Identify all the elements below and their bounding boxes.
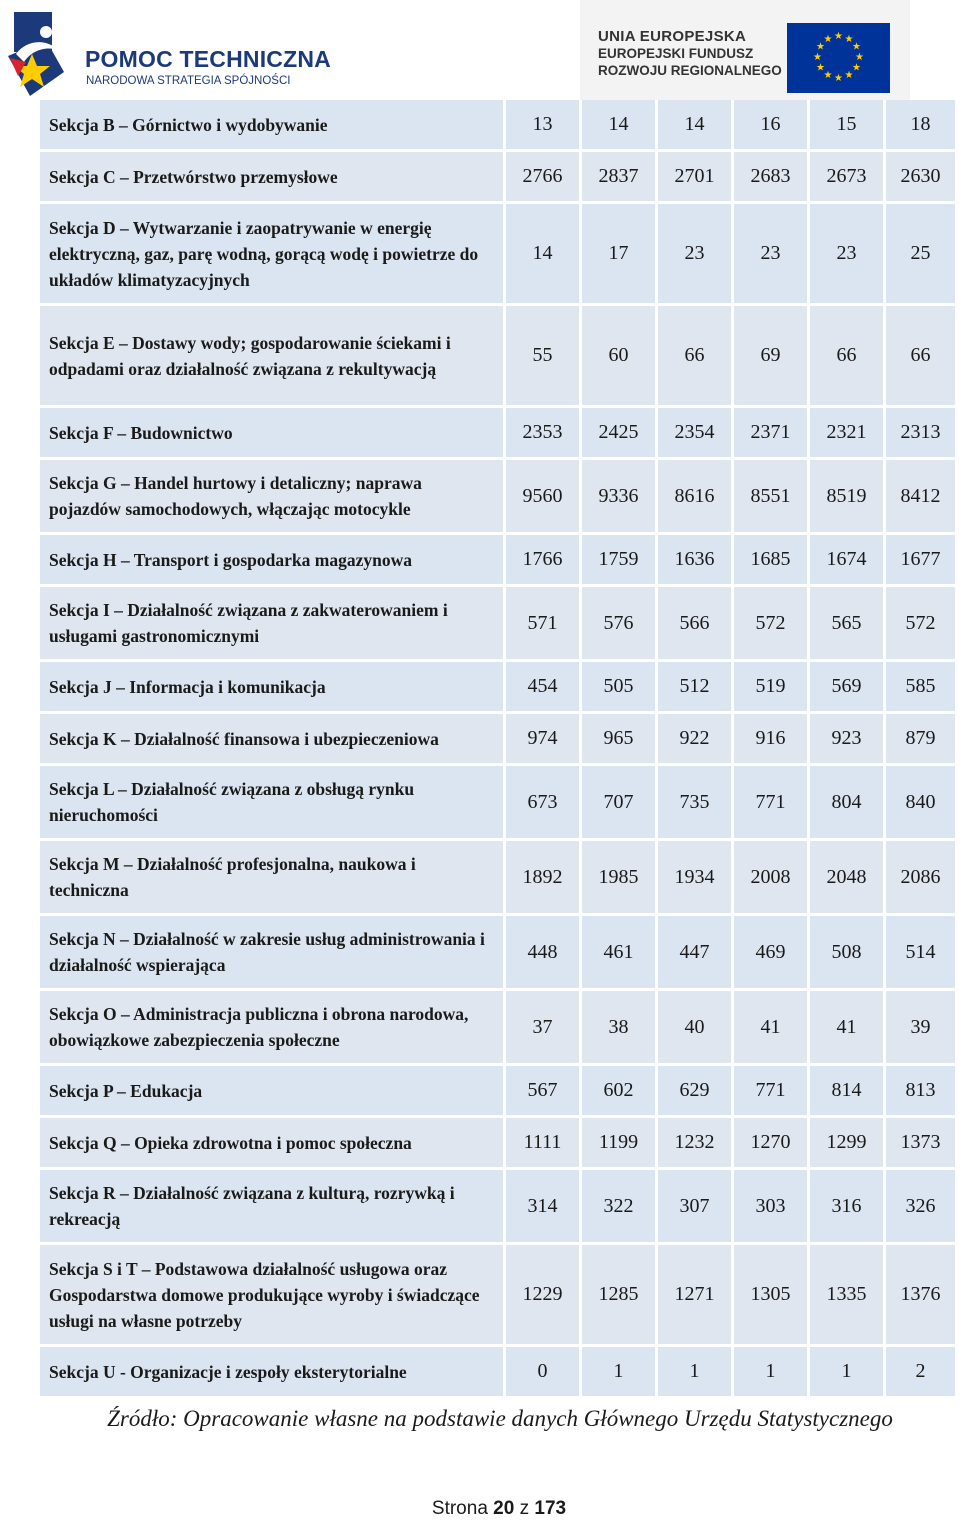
value-cell: 66 [810, 306, 886, 408]
page-footer [0, 1498, 960, 1520]
table-row [40, 916, 958, 991]
section-name-cell: Sekcja U - Organizacje i zespoły eksterytorialne [40, 1347, 506, 1399]
value-cell: 303 [734, 1170, 810, 1245]
value-cell: 8551 [734, 460, 810, 535]
footer-separator: z [519, 1498, 530, 1519]
table-row [40, 841, 958, 916]
value-cell: 23 [658, 204, 734, 306]
value-cell: 326 [886, 1170, 958, 1245]
value-cell: 9560 [506, 460, 582, 535]
value-cell: 469 [734, 916, 810, 991]
value-cell: 16 [734, 100, 810, 152]
svg-text:★: ★ [844, 70, 854, 81]
value-cell: 565 [810, 587, 886, 662]
section-name-cell: Sekcja H – Transport i gospodarka magazynowa [40, 535, 506, 587]
value-cell: 1 [582, 1347, 658, 1399]
value-cell: 2630 [886, 152, 958, 204]
table-row [40, 1118, 958, 1170]
value-cell: 1 [658, 1347, 734, 1399]
value-cell: 1 [810, 1347, 886, 1399]
value-cell: 1685 [734, 535, 810, 587]
svg-text:★: ★ [813, 52, 822, 63]
section-name-cell: Sekcja F – Budownictwo [40, 408, 506, 460]
eu-line-2: EUROPEJSKI FUNDUSZ [598, 46, 754, 61]
value-cell: 965 [582, 714, 658, 766]
value-cell: 804 [810, 766, 886, 841]
value-cell: 572 [886, 587, 958, 662]
value-cell: 314 [506, 1170, 582, 1245]
value-cell: 38 [582, 991, 658, 1066]
value-cell: 2673 [810, 152, 886, 204]
value-cell: 1677 [886, 535, 958, 587]
value-cell: 14 [582, 100, 658, 152]
svg-text:★: ★ [834, 31, 843, 42]
value-cell: 569 [810, 662, 886, 714]
value-cell: 2008 [734, 841, 810, 916]
section-name-cell: Sekcja Q – Opieka zdrowotna i pomoc społeczna [40, 1118, 506, 1170]
value-cell: 2766 [506, 152, 582, 204]
value-cell: 8412 [886, 460, 958, 535]
table-row [40, 408, 958, 460]
value-cell: 13 [506, 100, 582, 152]
value-cell: 40 [658, 991, 734, 1066]
value-cell: 0 [506, 1347, 582, 1399]
value-cell: 1985 [582, 841, 658, 916]
value-cell: 1373 [886, 1118, 958, 1170]
star-logo-icon [6, 10, 86, 100]
value-cell: 41 [810, 991, 886, 1066]
value-cell: 923 [810, 714, 886, 766]
value-cell: 576 [582, 587, 658, 662]
value-cell: 771 [734, 766, 810, 841]
svg-text:★: ★ [855, 52, 864, 63]
pomoc-techniczna-title: POMOC TECHNICZNA [85, 46, 331, 72]
value-cell: 23 [734, 204, 810, 306]
table-row [40, 152, 958, 204]
value-cell: 2837 [582, 152, 658, 204]
section-name-cell: Sekcja E – Dostawy wody; gospodarowanie ściekami i odpadami oraz działalność związana z rekultywacją [40, 306, 506, 408]
value-cell: 447 [658, 916, 734, 991]
value-cell: 1766 [506, 535, 582, 587]
footer-prefix: Strona [431, 1498, 488, 1519]
footer-total-pages: 173 [534, 1498, 567, 1519]
section-name-cell: Sekcja D – Wytwarzanie i zaopatrywanie w energię elektryczną, gaz, parę wodną, gorącą wodę i powietrze do układów klimatyzacyjnych [40, 204, 506, 306]
value-cell: 2701 [658, 152, 734, 204]
value-cell: 17 [582, 204, 658, 306]
value-cell: 707 [582, 766, 658, 841]
table-row [40, 204, 958, 306]
table-row [40, 306, 958, 408]
pomoc-techniczna-subtitle: NARODOWA STRATEGIA SPÓJNOŚCI [86, 75, 291, 87]
value-cell: 2321 [810, 408, 886, 460]
value-cell: 1229 [506, 1245, 582, 1347]
section-name-cell: Sekcja N – Działalność w zakresie usług administrowania i działalność wspierająca [40, 916, 506, 991]
value-cell: 916 [734, 714, 810, 766]
eu-text-block [598, 28, 782, 79]
eu-line-3: ROZWOJU REGIONALNEGO [598, 63, 782, 78]
value-cell: 2353 [506, 408, 582, 460]
section-name-cell: Sekcja M – Działalność profesjonalna, naukowa i techniczna [40, 841, 506, 916]
section-name-cell: Sekcja S i T – Podstawowa działalność usługowa oraz Gospodarstwa domowe produkujące wyroby i świadczące usługi na własne potrzeby [40, 1245, 506, 1347]
value-cell: 23 [810, 204, 886, 306]
eu-flag-icon [787, 23, 890, 93]
value-cell: 508 [810, 916, 886, 991]
value-cell: 14 [506, 204, 582, 306]
table-row [40, 991, 958, 1066]
value-cell: 1759 [582, 535, 658, 587]
table-row [40, 662, 958, 714]
value-cell: 567 [506, 1066, 582, 1118]
footer-page-number: 20 [493, 1498, 515, 1519]
value-cell: 735 [658, 766, 734, 841]
value-cell: 41 [734, 991, 810, 1066]
value-cell: 673 [506, 766, 582, 841]
table-row [40, 535, 958, 587]
value-cell: 974 [506, 714, 582, 766]
sections-table-body [40, 100, 958, 1399]
section-name-cell: Sekcja C – Przetwórstwo przemysłowe [40, 152, 506, 204]
value-cell: 9336 [582, 460, 658, 535]
svg-text:★: ★ [852, 41, 861, 53]
table-row [40, 100, 958, 152]
section-name-cell: Sekcja L – Działalność związana z obsługą rynku nieruchomości [40, 766, 506, 841]
value-cell: 1271 [658, 1245, 734, 1347]
value-cell: 1199 [582, 1118, 658, 1170]
value-cell: 2313 [886, 408, 958, 460]
svg-text:★: ★ [823, 34, 833, 45]
section-name-cell: Sekcja K – Działalność finansowa i ubezpieczeniowa [40, 714, 506, 766]
section-name-cell: Sekcja R – Działalność związana z kulturą, rozrywką i rekreacją [40, 1170, 506, 1245]
value-cell: 1335 [810, 1245, 886, 1347]
value-cell: 461 [582, 916, 658, 991]
svg-text:★: ★ [816, 41, 825, 53]
value-cell: 1376 [886, 1245, 958, 1347]
value-cell: 2048 [810, 841, 886, 916]
table-row [40, 1170, 958, 1245]
svg-text:★: ★ [844, 34, 854, 45]
page-header [0, 0, 960, 108]
table-row [40, 1347, 958, 1399]
eu-line-1: UNIA EUROPEJSKA [598, 28, 747, 45]
table-row [40, 1245, 958, 1347]
value-cell: 8519 [810, 460, 886, 535]
value-cell: 2 [886, 1347, 958, 1399]
value-cell: 1636 [658, 535, 734, 587]
value-cell: 15 [810, 100, 886, 152]
section-name-cell: Sekcja I – Działalność związana z zakwaterowaniem i usługami gastronomicznymi [40, 587, 506, 662]
table-row [40, 460, 958, 535]
value-cell: 66 [886, 306, 958, 408]
value-cell: 1674 [810, 535, 886, 587]
svg-text:★: ★ [816, 62, 825, 74]
svg-text:★: ★ [823, 70, 833, 81]
section-name-cell: Sekcja P – Edukacja [40, 1066, 506, 1118]
table-row [40, 1066, 958, 1118]
sections-table [40, 100, 958, 1399]
table-row [40, 766, 958, 841]
table-row [40, 587, 958, 662]
value-cell: 307 [658, 1170, 734, 1245]
value-cell: 566 [658, 587, 734, 662]
table-row [40, 714, 958, 766]
value-cell: 572 [734, 587, 810, 662]
pomoc-techniczna-logo [6, 10, 331, 100]
value-cell: 8616 [658, 460, 734, 535]
value-cell: 454 [506, 662, 582, 714]
value-cell: 1934 [658, 841, 734, 916]
value-cell: 1111 [506, 1118, 582, 1170]
value-cell: 2371 [734, 408, 810, 460]
value-cell: 1892 [506, 841, 582, 916]
eu-logo [580, 0, 910, 108]
value-cell: 316 [810, 1170, 886, 1245]
value-cell: 879 [886, 714, 958, 766]
value-cell: 585 [886, 662, 958, 714]
value-cell: 60 [582, 306, 658, 408]
value-cell: 1 [734, 1347, 810, 1399]
value-cell: 1299 [810, 1118, 886, 1170]
value-cell: 922 [658, 714, 734, 766]
value-cell: 514 [886, 916, 958, 991]
value-cell: 2086 [886, 841, 958, 916]
value-cell: 55 [506, 306, 582, 408]
value-cell: 66 [658, 306, 734, 408]
value-cell: 519 [734, 662, 810, 714]
section-name-cell: Sekcja O – Administracja publiczna i obrona narodowa, obowiązkowe zabezpieczenia społeczne [40, 991, 506, 1066]
value-cell: 39 [886, 991, 958, 1066]
value-cell: 2425 [582, 408, 658, 460]
section-name-cell: Sekcja J – Informacja i komunikacja [40, 662, 506, 714]
svg-text:★: ★ [834, 73, 843, 84]
value-cell: 602 [582, 1066, 658, 1118]
value-cell: 2683 [734, 152, 810, 204]
value-cell: 813 [886, 1066, 958, 1118]
value-cell: 1285 [582, 1245, 658, 1347]
value-cell: 840 [886, 766, 958, 841]
section-name-cell: Sekcja B – Górnictwo i wydobywanie [40, 100, 506, 152]
value-cell: 448 [506, 916, 582, 991]
value-cell: 1232 [658, 1118, 734, 1170]
value-cell: 1270 [734, 1118, 810, 1170]
value-cell: 512 [658, 662, 734, 714]
value-cell: 771 [734, 1066, 810, 1118]
value-cell: 25 [886, 204, 958, 306]
value-cell: 814 [810, 1066, 886, 1118]
value-cell: 69 [734, 306, 810, 408]
source-note: Źródło: Opracowanie własne na podstawie danych Głównego Urzędu Statystycznego [107, 1406, 893, 1431]
value-cell: 629 [658, 1066, 734, 1118]
value-cell: 18 [886, 100, 958, 152]
value-cell: 571 [506, 587, 582, 662]
value-cell: 1305 [734, 1245, 810, 1347]
value-cell: 14 [658, 100, 734, 152]
section-name-cell: Sekcja G – Handel hurtowy i detaliczny; naprawa pojazdów samochodowych, włączając motocykle [40, 460, 506, 535]
value-cell: 322 [582, 1170, 658, 1245]
value-cell: 505 [582, 662, 658, 714]
svg-text:★: ★ [852, 62, 861, 74]
value-cell: 37 [506, 991, 582, 1066]
value-cell: 2354 [658, 408, 734, 460]
